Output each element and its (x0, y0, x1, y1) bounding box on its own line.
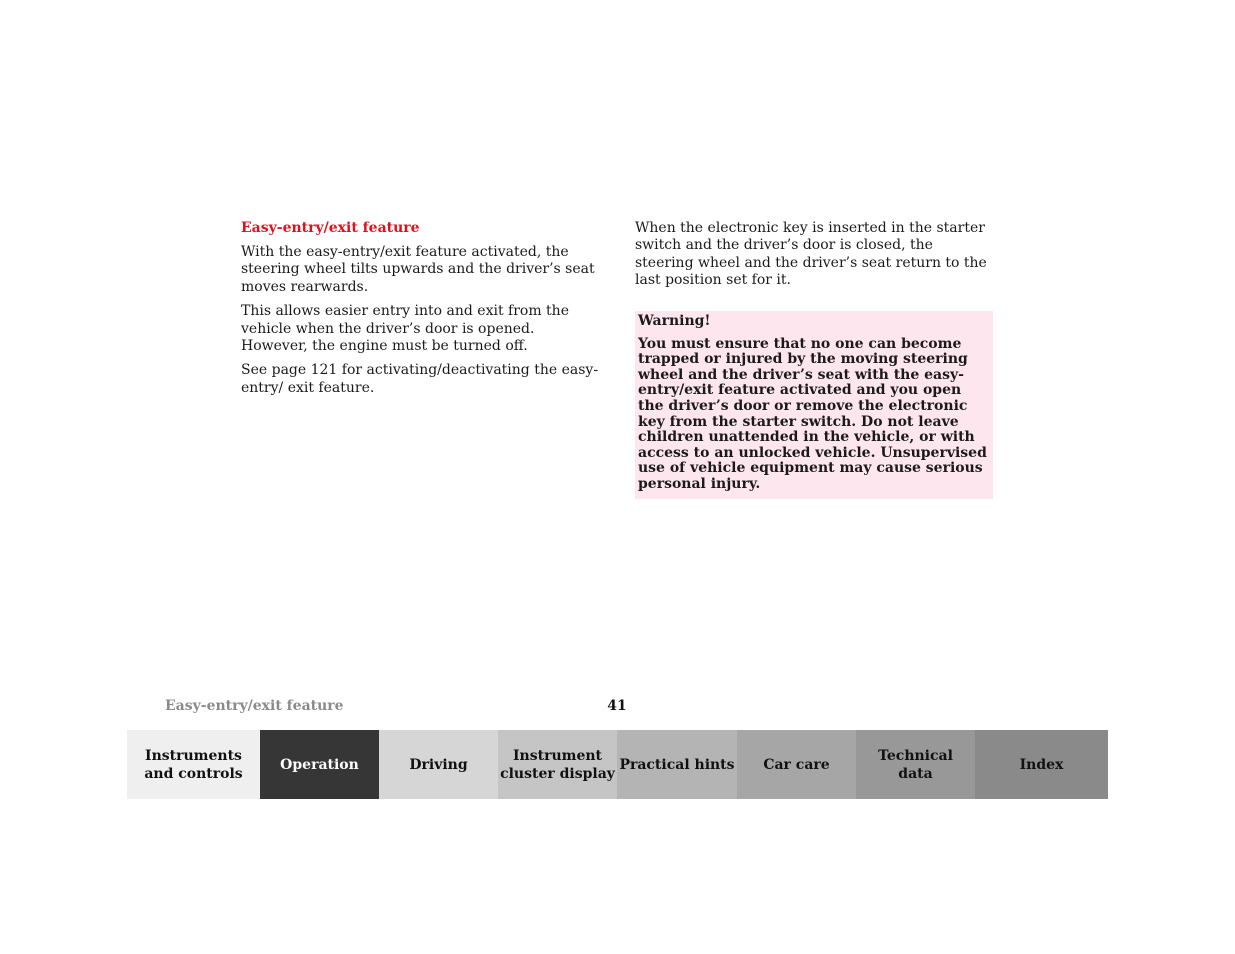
tab-instrument-cluster-display[interactable] (498, 730, 617, 799)
tab-label: Instruments and controls (144, 747, 243, 782)
footer-section-label: Easy-entry/exit feature (165, 698, 344, 714)
tab-label: Index (1019, 756, 1064, 773)
page-number: 41 (607, 698, 627, 714)
right-column (635, 220, 993, 499)
warning-text: You must ensure that no one can become trapped or injured by the moving steering wheel and the driver’s seat with the easy-entry/exit feature activated and you open the driver’s door or remove the electronic key from the starter switch. Do not leave children unattended in the vehicle, or with access to an unlocked vehicle. Unsupervised use of vehicle equipment may cause serious personal injury. (638, 335, 987, 492)
body-paragraph: When the electronic key is inserted in the starter switch and the driver’s door is closed, the steering wheel and the driver’s seat return to the last position set for it. (635, 220, 987, 289)
tab-instruments-and-controls[interactable] (127, 730, 260, 799)
tab-driving[interactable] (379, 730, 498, 799)
tab-label: Car care (763, 756, 830, 773)
warning-box (635, 311, 993, 499)
tab-label: Operation (280, 756, 359, 773)
chapter-nav-bar (127, 730, 1108, 799)
tab-operation[interactable] (260, 730, 379, 799)
tab-practical-hints[interactable] (617, 730, 737, 799)
tab-label: Driving (409, 756, 468, 773)
tab-technical-data[interactable] (856, 730, 975, 799)
tab-label: Instrument cluster display (500, 747, 615, 782)
body-paragraph: See page 121 for activating/deactivating the easy-entry/ exit feature. (241, 362, 599, 396)
body-paragraph: With the easy-entry/exit feature activated, the steering wheel tilts upwards and the driver’s seat moves rearwards. (241, 244, 595, 295)
tab-label: Practical hints (619, 756, 735, 773)
tab-car-care[interactable] (737, 730, 856, 799)
left-column (241, 220, 603, 404)
section-heading: Easy-entry/exit feature (241, 220, 420, 236)
body-paragraph: This allows easier entry into and exit from the vehicle when the driver’s door is opened. However, the engine must be turned off. (241, 303, 569, 355)
warning-title: Warning! (638, 312, 711, 329)
tab-label: Technical data (878, 747, 953, 782)
tab-index[interactable] (975, 730, 1108, 799)
